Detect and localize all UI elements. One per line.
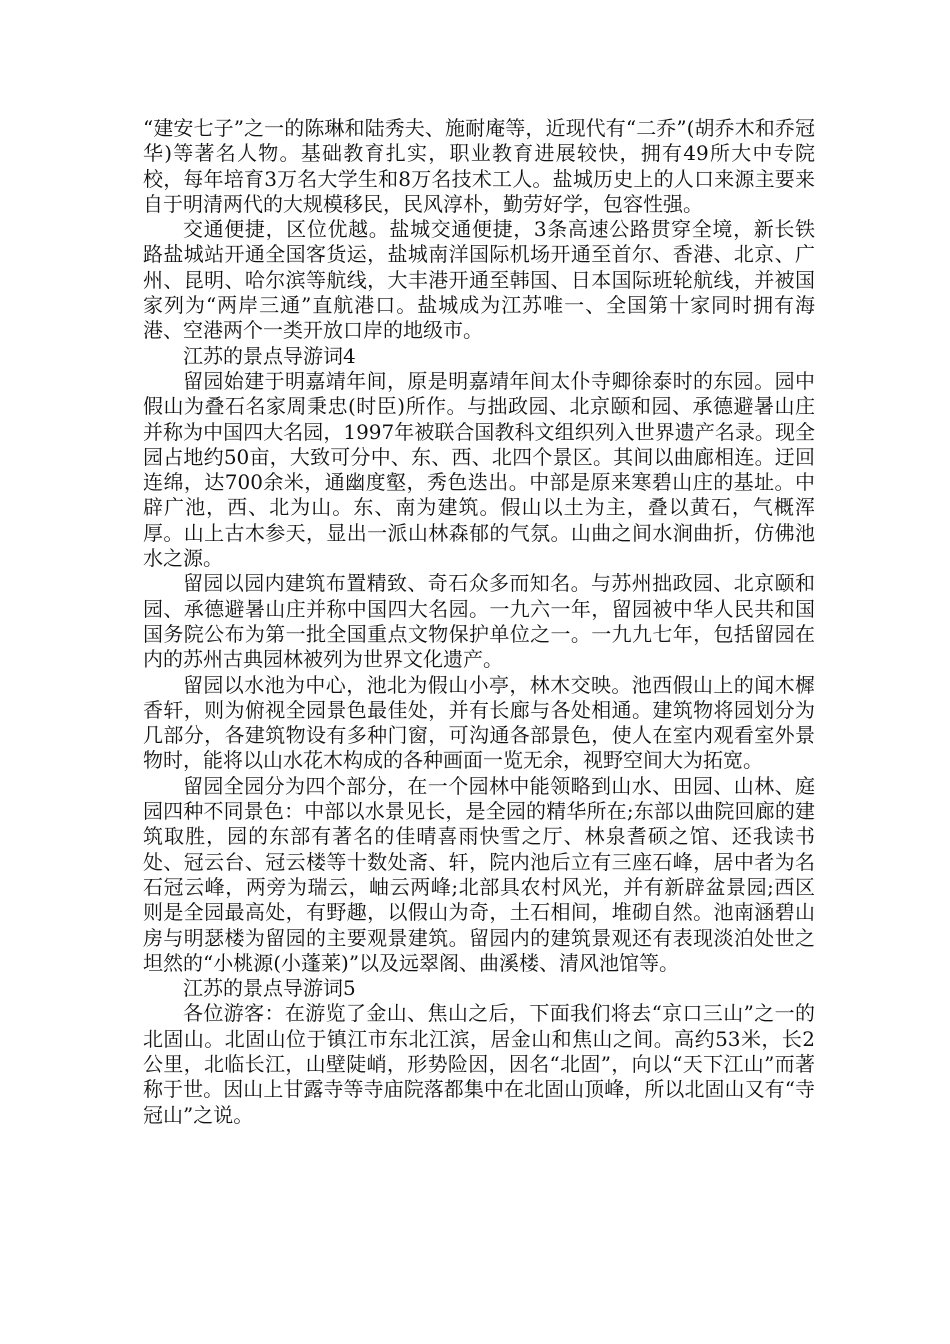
paragraph-liuyuan-fame: 留园以园内建筑布置精致、奇石众多而知名。与苏州拙政园、北京颐和园、承德避暑山庄并称中国四大名园。一九六一年，留园被中华人民共和国国务院公布为第一批全国重点文物保护单位之一。一九九七年，包括留园在内的苏州古典园林被列为世界文化遗产。: [143, 571, 815, 672]
paragraph-beigushan: 各位游客：在游览了金山、焦山之后，下面我们将去“京口三山”之一的北固山。北固山位于镇江市东北江滨，居金山和焦山之间。高约53米，长2公里，北临长江，山壁陡峭，形势险因，因名“北固”，向以“天下江山”而著称于世。因山上甘露寺等寺庙院落都集中在北固山顶峰，所以北固山又有“寺冠山”之说。: [143, 1001, 815, 1127]
section-heading-4: 江苏的景点导游词4: [183, 343, 356, 368]
paragraph-liuyuan-history: 留园始建于明嘉靖年间，原是明嘉靖年间太仆寺卿徐泰时的东园。园中假山为叠石名家周秉忠(时臣)所作。与拙政园、北京颐和园、承德避暑山庄并称为中国四大名园，1997年被联合国教科文组织列入世界遗产名录。现全园占地约50亩，大致可分中、东、西、北四个景区。其间以曲廊相连。迂回连绵，达700余米，通幽度壑，秀色迭出。中部是原来寒碧山庄的基址。中辟广池，西、北为山。东、南为建筑。假山以土为主，叠以黄石，气概浑厚。山上古木参天，显出一派山林森郁的气氛。山曲之间水涧曲折，仿佛池水之源。: [143, 368, 815, 571]
paragraph-liuyuan-sections: 留园全园分为四个部分，在一个园林中能领略到山水、田园、山林、庭园四种不同景色：中部以水景见长，是全园的精华所在;东部以曲院回廊的建筑取胜，园的东部有著名的佳晴喜雨快雪之厅、林泉耆硕之馆、还我读书处、冠云台、冠云楼等十数处斋、轩，院内池后立有三座石峰，居中者为名石冠云峰，两旁为瑞云，岫云两峰;北部具农村风光，并有新辟盆景园;西区则是全园最高处，有野趣，以假山为奇，土石相间，堆砌自然。池南涵碧山房与明瑟楼为留园的主要观景建筑。留园内的建筑景观还有表现淡泊处世之坦然的“小桃源(小蓬莱)”以及远翠阁、曲溪楼、清风池馆等。: [143, 773, 815, 975]
paragraph-liuyuan-pond: 留园以水池为中心，池北为假山小亭，林木交映。池西假山上的闻木樨香轩，则为俯视全园景色最佳处，并有长廊与各处相通。建筑物将园划分为几部分，各建筑物设有多种门窗，可沟通各部景色，使人在室内观看室外景物时，能将以山水花木构成的各种画面一览无余，视野空间大为拓宽。: [143, 672, 815, 773]
document-body: [143, 116, 815, 1128]
section-heading-5: 江苏的景点导游词5: [183, 976, 356, 1001]
paragraph-transport: 交通便捷，区位优越。盐城交通便捷，3条高速公路贯穿全境，新长铁路盐城站开通全国客货运，盐城南洋国际机场开通至首尔、香港、北京、广州、昆明、哈尔滨等航线，大丰港开通至韩国、日本国际班轮航线，并被国家列为“两岸三通”直航港口。盐城成为江苏唯一、全国第十家同时拥有海港、空港两个一类开放口岸的地级市。: [143, 217, 815, 343]
paragraph-continuation: “建安七子”之一的陈琳和陆秀夫、施耐庵等，近现代有“二乔”(胡乔木和乔冠华)等著名人物。基础教育扎实，职业教育进展较快，拥有49所大中专院校，每年培育3万名大学生和8万名技术工人。盐城历史上的人口来源主要来自于明清两代的大规模移民，民风淳朴，勤劳好学，包容性强。: [143, 116, 815, 216]
